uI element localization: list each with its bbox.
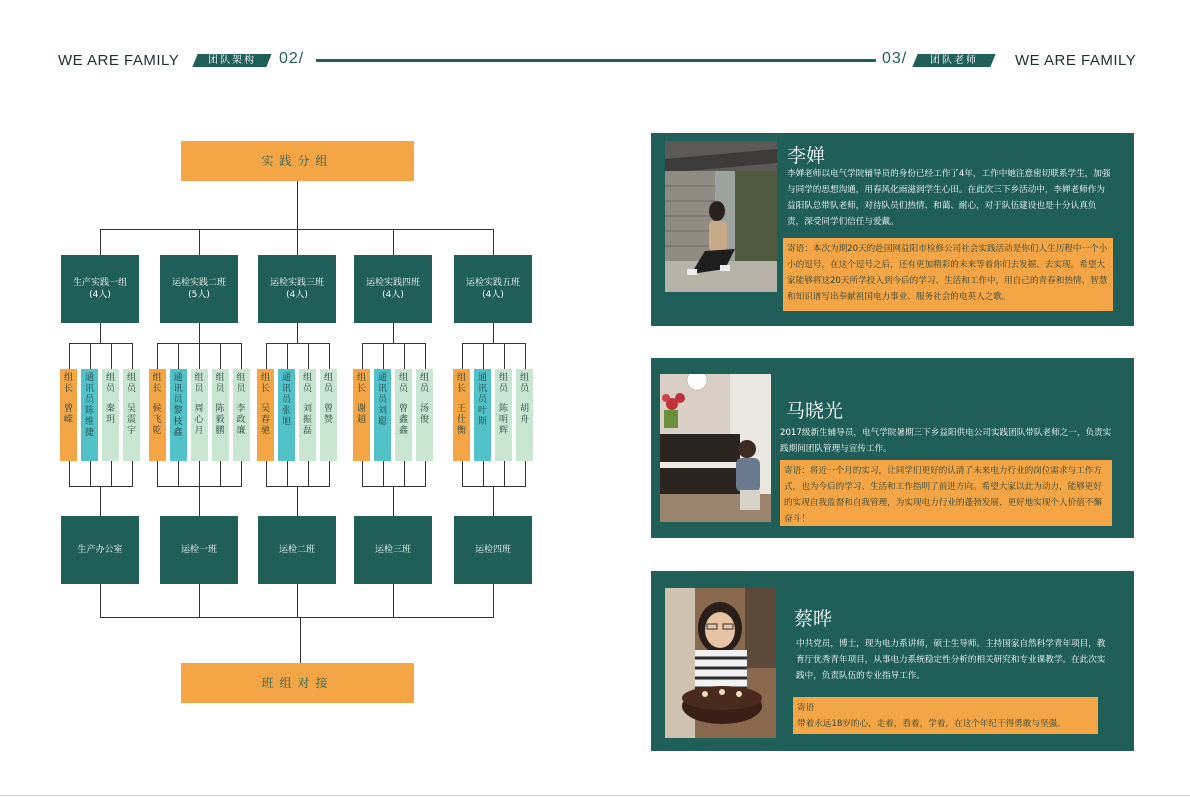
- member-column: [299, 369, 316, 461]
- teacher-quote-text-cai: 带着永远18岁的心，走着，看着，学着，在这个年纪干得勇敢与坚强。: [797, 719, 1066, 729]
- member-char: 组: [519, 373, 529, 383]
- member-char: 组: [260, 373, 270, 383]
- member-char: 员: [498, 384, 508, 394]
- member-char: 陈: [498, 404, 508, 414]
- connector-office-down: [493, 584, 494, 617]
- office-box: 运检三班: [354, 516, 432, 584]
- member-char: 员: [84, 395, 94, 405]
- teacher-card-ma: [651, 358, 1134, 538]
- member-column: [516, 369, 533, 461]
- connector-member-bottom: [383, 461, 384, 486]
- connector-member-bottom: [220, 461, 221, 486]
- org-top-box: 实践分组: [181, 141, 414, 181]
- member-char: 舟: [519, 415, 529, 425]
- member-column: [233, 369, 250, 461]
- member-char: 组: [194, 373, 204, 383]
- teacher-name-li: 李婵: [787, 145, 826, 167]
- member-column: [257, 369, 274, 461]
- connector-top-trunk: [297, 181, 298, 229]
- member-char: 衡: [456, 426, 466, 436]
- member-char: 员: [323, 384, 333, 394]
- member-column: [278, 369, 295, 461]
- teacher-quote-title-cai: 寄语: [797, 703, 815, 713]
- teacher-photo-cai: [665, 588, 776, 738]
- member-char: 月: [194, 426, 204, 436]
- member-char: 枝: [173, 417, 183, 427]
- member-char: 曾: [63, 404, 73, 414]
- member-char: 讯: [377, 384, 387, 394]
- member-char: 乾: [152, 426, 162, 436]
- connector-member-top: [199, 343, 200, 369]
- member-char: 磊: [302, 426, 312, 436]
- member-char: 震: [126, 415, 136, 425]
- member-char: 员: [194, 384, 204, 394]
- connector-office-down: [297, 584, 298, 617]
- connector-member-bottom: [90, 461, 91, 486]
- member-char: 聪: [377, 417, 387, 427]
- member-char: 员: [236, 384, 246, 394]
- teacher-photo-ma: [660, 374, 771, 522]
- member-column: [453, 369, 470, 461]
- member-char: 通: [281, 373, 291, 383]
- member-char: 曾: [323, 404, 333, 414]
- member-char: 赞: [323, 415, 333, 425]
- connector-member-top: [69, 343, 70, 369]
- group-box: [258, 255, 336, 323]
- connector-member-top: [308, 343, 309, 369]
- group-count: (4人): [482, 290, 504, 300]
- member-char: 组: [456, 373, 466, 383]
- member-char: 员: [398, 384, 408, 394]
- tab-team-teachers: [912, 54, 995, 67]
- member-char: 斯: [477, 417, 487, 427]
- org-bottom-box: 班组对接: [181, 663, 414, 703]
- group-count: (4人): [286, 290, 308, 300]
- member-char: 员: [302, 384, 312, 394]
- member-char: 长: [456, 384, 466, 394]
- member-char: 鹏: [215, 426, 225, 436]
- member-char: 员: [281, 395, 291, 405]
- member-char: 员: [419, 384, 429, 394]
- member-char: 谢: [356, 404, 366, 414]
- member-char: 李: [236, 404, 246, 414]
- member-char: 驰: [260, 426, 270, 436]
- member-char: 员: [105, 384, 115, 394]
- connector-member-top: [329, 343, 330, 369]
- connector-member-top: [90, 343, 91, 369]
- member-column: [474, 369, 491, 461]
- group-name: 运检实践四班: [365, 278, 420, 288]
- member-char: 长: [356, 384, 366, 394]
- member-char: 陈: [84, 406, 94, 416]
- member-char: 组: [498, 373, 508, 383]
- teacher-quote-li: 寄语：本次为期20天的赴国网益阳市检修公司社会实践活动是你们人生历程中一个小小的逗号，在这个逗号之后，还有更加精彩的未来等着你们去发掘、去实现。希望大家能够将这20天所学投入到今后的学习、生活和工作中，用自己的青春和热情、智慧和知识谱写出奉献祖国电力事业、服务社会的电英人之歌。: [783, 238, 1113, 311]
- group-count: (5人): [188, 290, 210, 300]
- brand-right: WE ARE FAMILY: [1015, 52, 1137, 69]
- connector-member-bus-top: [69, 343, 133, 344]
- member-char: 春: [260, 415, 270, 425]
- connector-member-drop: [393, 323, 394, 343]
- connector-group-drop: [297, 229, 298, 255]
- member-char: 张: [281, 406, 291, 416]
- connector-member-bottom: [329, 461, 330, 486]
- tab-team-structure-label: 团队架构: [208, 55, 256, 66]
- member-char: 候: [152, 404, 162, 414]
- group-name: 运检实践五班: [465, 278, 520, 288]
- member-char: 廉: [236, 426, 246, 436]
- connector-member-bottom: [157, 461, 158, 486]
- member-char: 讯: [281, 384, 291, 394]
- connector-member-bottom: [404, 461, 405, 486]
- member-char: 通: [377, 373, 387, 383]
- connector-member-top: [241, 343, 242, 369]
- member-char: 组: [398, 373, 408, 383]
- tab-team-teachers-label: 团队老师: [930, 55, 978, 66]
- member-char: 组: [419, 373, 429, 383]
- connector-office-drop: [297, 486, 298, 516]
- member-char: 毅: [215, 415, 225, 425]
- connector-group-drop: [393, 229, 394, 255]
- member-char: 嵘: [63, 415, 73, 425]
- connector-member-top: [266, 343, 267, 369]
- connector-member-top: [483, 343, 484, 369]
- member-char: 王: [456, 404, 466, 414]
- member-char: 员: [377, 395, 387, 405]
- member-char: 员: [173, 395, 183, 405]
- member-char: 汤: [419, 404, 429, 414]
- member-char: 长: [63, 384, 73, 394]
- member-char: 仕: [456, 415, 466, 425]
- member-char: 讯: [173, 384, 183, 394]
- member-char: 维: [84, 417, 94, 427]
- member-char: 周: [194, 404, 204, 414]
- connector-member-top: [462, 343, 463, 369]
- group-box: [160, 255, 238, 323]
- member-char: 捷: [84, 428, 94, 438]
- connector-bottom-bus: [100, 617, 494, 618]
- connector-member-bus-top: [362, 343, 426, 344]
- connector-member-top: [287, 343, 288, 369]
- member-column: [374, 369, 391, 461]
- member-char: 宇: [126, 426, 136, 436]
- member-column: [102, 369, 119, 461]
- member-char: 通: [173, 373, 183, 383]
- group-box: [61, 255, 139, 323]
- member-column: [60, 369, 77, 461]
- office-box: 生产办公室: [61, 516, 139, 584]
- tab-team-structure: [192, 54, 271, 67]
- connector-member-top: [525, 343, 526, 369]
- member-char: 通: [477, 373, 487, 383]
- connector-member-bottom: [462, 461, 463, 486]
- connector-member-top: [504, 343, 505, 369]
- member-char: 组: [152, 373, 162, 383]
- member-char: 玥: [105, 415, 115, 425]
- member-column: [191, 369, 208, 461]
- connector-member-bottom: [525, 461, 526, 486]
- connector-office-down: [199, 584, 200, 617]
- member-char: 鑫: [173, 428, 183, 438]
- header-divider: [316, 59, 876, 62]
- member-column: [495, 369, 512, 461]
- member-column: [395, 369, 412, 461]
- connector-member-bottom: [308, 461, 309, 486]
- member-char: 叶: [477, 406, 487, 416]
- member-char: 组: [215, 373, 225, 383]
- connector-member-bottom: [178, 461, 179, 486]
- connector-member-bus-top: [266, 343, 330, 344]
- connector-member-bottom: [199, 461, 200, 486]
- member-char: 飞: [152, 415, 162, 425]
- member-column: [123, 369, 140, 461]
- connector-member-drop: [297, 323, 298, 343]
- page-number-left: 02/: [279, 50, 305, 67]
- connector-office-drop: [393, 486, 394, 516]
- member-char: 长: [152, 384, 162, 394]
- connector-member-top: [157, 343, 158, 369]
- connector-member-bottom: [483, 461, 484, 486]
- teacher-name-cai: 蔡晔: [794, 608, 833, 630]
- member-column: [170, 369, 187, 461]
- connector-member-bottom: [425, 461, 426, 486]
- teacher-card-li: [651, 133, 1134, 326]
- teacher-quote-cai: [793, 697, 1098, 734]
- group-box: [454, 255, 532, 323]
- member-column: [149, 369, 166, 461]
- member-char: 鑫: [398, 426, 408, 436]
- member-char: 吴: [126, 404, 136, 414]
- member-char: 员: [519, 384, 529, 394]
- member-char: 员: [215, 384, 225, 394]
- member-char: 组: [126, 373, 136, 383]
- connector-member-drop: [493, 323, 494, 343]
- member-char: 明: [498, 415, 508, 425]
- office-box: 运检二班: [258, 516, 336, 584]
- member-char: 讯: [477, 384, 487, 394]
- connector-member-bottom: [241, 461, 242, 486]
- member-char: 员: [477, 395, 487, 405]
- member-column: [353, 369, 370, 461]
- connector-member-drop: [199, 323, 200, 343]
- member-char: 讯: [84, 384, 94, 394]
- member-char: 秦: [105, 404, 115, 414]
- member-char: 超: [356, 415, 366, 425]
- connector-member-top: [383, 343, 384, 369]
- teacher-desc-cai: 中共党员，博士，现为电力系讲师，硕士生导师。主持国家自然科学青年项目，教育厅优秀青年项目，从事电力系统稳定性分析的相关研究和专业课教学。在此次实践中，负责队伍的专业指导工作。: [796, 639, 1106, 681]
- connector-member-top: [362, 343, 363, 369]
- connector-group-drop: [493, 229, 494, 255]
- connector-member-drop: [100, 323, 101, 343]
- connector-member-bottom: [132, 461, 133, 486]
- member-char: 组: [302, 373, 312, 383]
- connector-group-drop: [100, 229, 101, 255]
- connector-member-top: [178, 343, 179, 369]
- member-char: 刘: [302, 404, 312, 414]
- member-char: 员: [126, 384, 136, 394]
- connector-member-bottom: [504, 461, 505, 486]
- connector-group-drop: [199, 229, 200, 255]
- member-char: 组: [105, 373, 115, 383]
- member-char: 组: [63, 373, 73, 383]
- member-char: 吴: [260, 404, 270, 414]
- teacher-desc-li: 李婵老师以电气学院辅导员的身份已经工作了4年，工作中她注意密切联系学生，加强与同学的思想沟通，用春风化雨滋润学生心田。在此次三下乡活动中，李婵老师作为益阳队总带队老师，对待队员们热情、和蔼、耐心，对于队伍建设也是十分认真负责，深受同学们信任与爱戴。: [787, 169, 1111, 227]
- group-name: 运检实践三班: [269, 278, 324, 288]
- connector-member-top: [132, 343, 133, 369]
- member-column: [320, 369, 337, 461]
- member-char: 胡: [519, 404, 529, 414]
- member-char: 组: [323, 373, 333, 383]
- connector-member-bottom: [111, 461, 112, 486]
- connector-office-drop: [199, 486, 200, 516]
- member-column: [81, 369, 98, 461]
- connector-member-bottom: [287, 461, 288, 486]
- teacher-desc-ma: 2017级新生辅导员，电气学院暑期三下乡益阳供电公司实践团队带队老师之一，负责实践期间团队管理与宣传工作。: [780, 428, 1112, 454]
- member-char: 黎: [173, 406, 183, 416]
- member-char: 政: [236, 415, 246, 425]
- connector-member-bottom: [266, 461, 267, 486]
- connector-member-top: [425, 343, 426, 369]
- member-char: 组: [236, 373, 246, 383]
- connector-member-bottom: [69, 461, 70, 486]
- group-name: 生产实践一组: [72, 278, 127, 288]
- office-box: 运检四班: [454, 516, 532, 584]
- connector-bottom-trunk: [300, 617, 301, 663]
- connector-office-down: [393, 584, 394, 617]
- connector-member-top: [220, 343, 221, 369]
- teacher-name-ma: 马晓光: [786, 400, 844, 422]
- teacher-photo-li: [665, 141, 777, 292]
- group-name: 运检实践二班: [171, 278, 226, 288]
- member-char: 振: [302, 415, 312, 425]
- group-count: (4人): [382, 290, 404, 300]
- member-char: 通: [84, 373, 94, 383]
- member-char: 旭: [281, 417, 291, 427]
- group-box: [354, 255, 432, 323]
- office-box: 运检一班: [160, 516, 238, 584]
- member-char: 曾: [398, 404, 408, 414]
- connector-office-drop: [493, 486, 494, 516]
- member-char: 陈: [215, 404, 225, 414]
- member-char: 鑫: [398, 415, 408, 425]
- connector-member-top: [404, 343, 405, 369]
- member-column: [212, 369, 229, 461]
- member-char: 组: [356, 373, 366, 383]
- member-char: 俊: [419, 415, 429, 425]
- teacher-quote-ma: 寄语：将近一个月的实习，让同学们更好的认清了未来电力行业的岗位需求与工作方式，也为今后的学习、生活和工作指明了前进方向。希望大家以此为动力，能够更好的实现自我监督和自我管理，为实现电力行业的蓬勃发展、更好地实现个人价值不懈奋斗！: [780, 460, 1112, 526]
- member-char: 刘: [377, 406, 387, 416]
- member-char: 心: [194, 415, 204, 425]
- page-number-right: 03/: [882, 50, 908, 67]
- member-char: 长: [260, 384, 270, 394]
- connector-member-bus-top: [462, 343, 526, 344]
- teacher-card-cai: [651, 571, 1134, 751]
- member-char: 辉: [498, 426, 508, 436]
- connector-office-drop: [100, 486, 101, 516]
- member-column: [416, 369, 433, 461]
- group-count: (4人): [89, 290, 111, 300]
- connector-member-bottom: [362, 461, 363, 486]
- brand-left: WE ARE FAMILY: [58, 52, 180, 69]
- connector-member-top: [111, 343, 112, 369]
- bottom-rule: [0, 795, 1190, 796]
- connector-office-down: [100, 584, 101, 617]
